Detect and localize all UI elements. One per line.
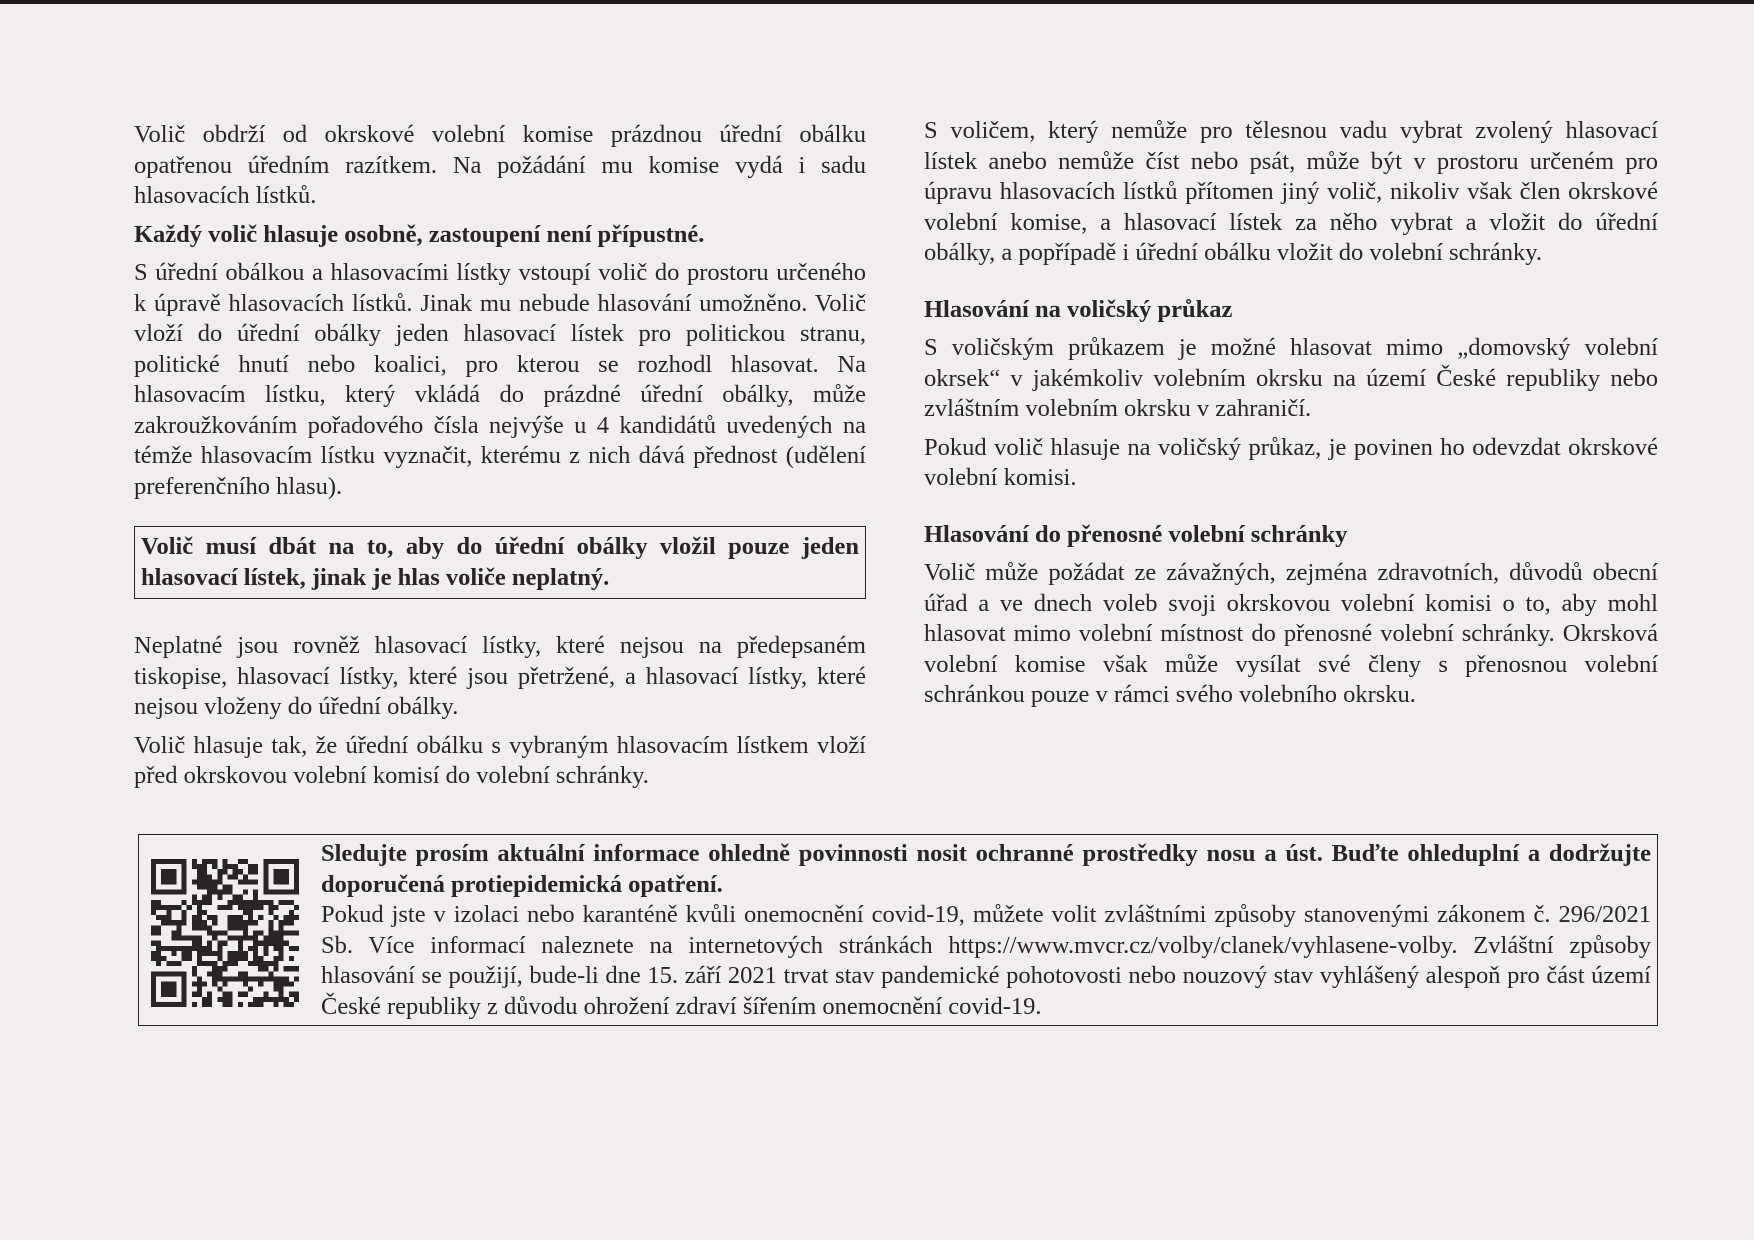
- intro-paragraph: Volič obdrží od okrskové volební komise prázdnou úřední obálku opatřenou úředním razítkem. Na požádání mu komise vydá i sadu hlasovacích lístků.: [134, 121, 866, 209]
- portable-box-paragraph: Volič může požádat ze závažných, zejména zdravotních, důvodů obecní úřad a ve dnech voleb svoji okrskovou volební komisi o to, aby mohl hlasovat mimo volební místnost do přenosné volební schránky. Okrsková volební komise však může vysílat své členy s přenosnou volební schránkou pouze v rámci svého volebního okrsku.: [924, 559, 1658, 708]
- notice-bold-text: Sledujte prosím aktuální informace ohledně povinnosti nosit ochranné prostředky nosu a úst. Buďte ohleduplní a dodržujte doporučená protiepidemická opatření.: [321, 840, 1651, 898]
- single-ballot-warning: Volič musí dbát na to, aby do úřední obálky vložil pouze jeden hlasovací lístek, jinak je hlas voliče neplatný.: [134, 526, 866, 599]
- top-border-line: [0, 0, 1754, 4]
- covid-notice-text: [321, 839, 1651, 1022]
- voter-card-heading: Hlasování na voličský průkaz: [924, 295, 1233, 323]
- notice-info-text: Pokud jste v izolaci nebo karanténě kvůli onemocnění covid-19, můžete volit zvláštními způsoby stanovenými zákonem č. 296/2021 Sb. Více informací naleznete na internetových stránkách https://www.mvcr.cz/volby/clanek/vyhlasene-volby. Zvláštní způsoby hlasování se použijí, bude-li dne 15. září 2021 trvat stav pandemické pohotovosti nebo nouzový stav vyhlášený alespoň pro část území České republiky z důvodu ohrožení zdraví šířením onemocnění covid-19.: [321, 901, 1651, 1020]
- left-column: [134, 120, 866, 800]
- invalid-ballots-paragraph: Neplatné jsou rovněž hlasovací lístky, které nejsou na předepsaném tiskopise, hlasovací lístky, které jsou přetržené, a hlasovací lístky, které nejsou vloženy do úřední obálky.: [134, 632, 866, 720]
- voter-card-submit-paragraph: Pokud volič hlasuje na voličský průkaz, je povinen ho odevzdat okrskové volební komisi.: [924, 433, 1658, 491]
- assisted-voting-paragraph: S voličem, který nemůže pro tělesnou vadu vybrat zvolený hlasovací lístek anebo nemůže číst nebo psát, může být v prostoru určeném pro úpravu hlasovacích lístků přítomen jiný volič, nikoliv však člen okrskové volební komise, a hlasovací lístek za něho vybrat a vložit do úřední obálky, a popřípadě i úřední obálku vložit do volební schránky.: [924, 117, 1658, 266]
- voting-procedure-paragraph: S úřední obálkou a hlasovacími lístky vstoupí volič do prostoru určeného k úpravě hlasovacích lístků. Jinak mu nebude hlasování umožněno. Volič vloží do úřední obálky jeden hlasovací lístek pro politickou stranu, politické hnutí nebo koalici, pro kterou se rozhodl hlasovat. Na hlasovacím lístku, který vkládá do prázdné úřední obálky, může zakroužkováním pořadového čísla nejvýše u 4 kandidátů uvedených na témže hlasovacím lístku vyznačit, kterému z nich dává přednost (udělení preferenčního hlasu).: [134, 259, 866, 500]
- right-column: [924, 116, 1658, 719]
- ballot-box-paragraph: Volič hlasuje tak, že úřední obálku s vybraným hlasovacím lístkem vloží před okrskovou volební komisí do volební schránky.: [134, 731, 866, 789]
- covid-notice-box: [138, 834, 1658, 1026]
- qr-code-icon[interactable]: [151, 859, 299, 1007]
- portable-box-heading: Hlasování do přenosné volební schránky: [924, 520, 1348, 548]
- voter-card-paragraph: S voličským průkazem je možné hlasovat mimo „domovský volební okrsek“ v jakémkoliv volebním okrsku na území České republiky nebo zvláštním volebním okrsku v zahraničí.: [924, 334, 1658, 422]
- personal-voting-rule: Každý volič hlasuje osobně, zastoupení není přípustné.: [134, 220, 705, 248]
